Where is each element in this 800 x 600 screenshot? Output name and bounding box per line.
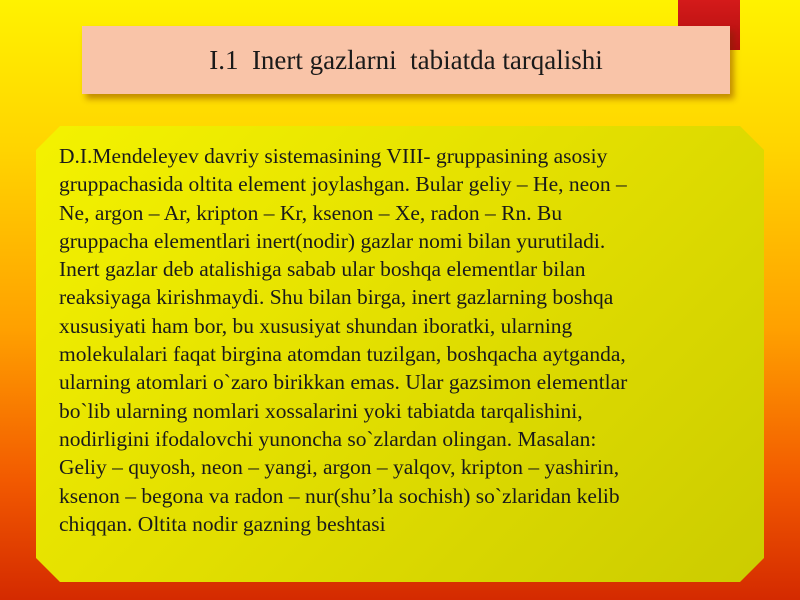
body-line: bo`lib ularning nomlari xossalarini yoki tabiatda tarqalishini, [59,398,583,423]
body-line: chiqqan. Oltita nodir gazning beshtasi [59,511,386,536]
body-line: reaksiyaga kirishmaydi. Shu bilan birga, inert gazlarning boshqa [59,285,614,310]
body-line: Ne, argon – Ar, kripton – Kr, ksenon – Xe, radon – Rn. Bu [59,200,563,225]
title-box [82,26,730,94]
body-line: ksenon – begona va radon – nur(shu’la sochish) so`zlaridan kelib [59,483,620,508]
body-line: nodirligini ifodalovchi yunoncha so`zlardan olingan. Masalan: [59,426,597,451]
page-title: I.1 Inert gazlarni tabiatda tarqalishi [209,44,603,75]
body-line: Geliy – quyosh, neon – yangi, argon – yalqov, kripton – yashirin, [59,455,620,480]
body-line: gruppacha elementlari inert(nodir) gazlar nomi bilan yurutiladi. [59,228,606,253]
body-line: D.I.Mendeleyev davriy sistemasining VIII- gruppasining asosiy [59,144,608,168]
body-line: molekulalari faqat birgina atomdan tuzilgan, boshqacha aytganda, [59,342,626,367]
body-line: gruppachasida oltita element joylashgan. Bular geliy – He, neon – [59,172,627,197]
body-line: Inert gazlar deb atalishiga sabab ular boshqa elementlar bilan [59,257,586,282]
body-line: ularning atomlari o`zaro birikkan emas. Ular gazsimon elementlar [59,370,628,395]
body-text [59,142,749,538]
body-line: xususiyati ham bor, bu xususiyat shundan iboratki, ularning [59,313,573,338]
